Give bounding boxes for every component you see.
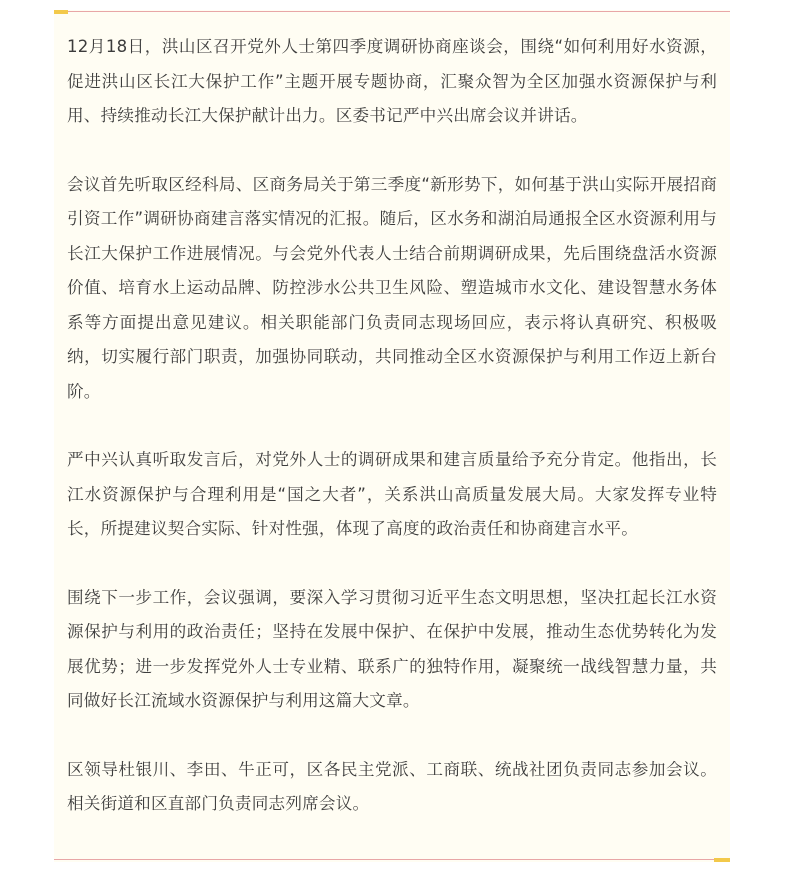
- paragraph-4: 围绕下一步工作，会议强调，要深入学习贯彻习近平生态文明思想，坚决扛起长江水资源保护与利用的政治责任；坚持在发展中保护、在保护中发展，推动生态优势转化为发展优势；进一步发挥党外人士专业精、联系广的独特作用，凝聚统一战线智慧力量，共同做好长江流域水资源保护与利用这篇大文章。: [67, 587, 717, 710]
- bottom-accent-bar: [714, 858, 730, 862]
- paragraph-3: 严中兴认真听取发言后，对党外人士的调研成果和建言质量给予充分肯定。他指出，长江水资源保护与合理利用是“国之大者”，关系洪山高质量发展大局。大家发挥专业特长，所提建议契合实际、针对性强，体现了高度的政治责任和协商建言水平。: [67, 450, 717, 538]
- paragraph-1: 12月18日，洪山区召开党外人士第四季度调研协商座谈会，围绕“如何利用好水资源，促进洪山区长江大保护工作”主题开展专题协商，汇聚众智为全区加强水资源保护与利用、持续推动长江大保护献计出力。区委书记严中兴出席会议并讲话。: [67, 37, 717, 125]
- top-divider: [54, 11, 730, 12]
- bottom-divider: [54, 859, 730, 860]
- top-accent-bar: [54, 10, 68, 14]
- paragraph-2: 会议首先听取区经科局、区商务局关于第三季度“新形势下，如何基于洪山实际开展招商引资工作”调研协商建言落实情况的汇报。随后，区水务和湖泊局通报全区水资源利用与长江大保护工作进展情况。与会党外代表人士结合前期调研成果，先后围绕盘活水资源价值、培育水上运动品牌、防控涉水公共卫生风险、塑造城市水文化、建设智慧水务体系等方面提出意见建议。相关职能部门负责同志现场回应，表示将认真研究、积极吸纳，切实履行部门职责，加强协同联动，共同推动全区水资源保护与利用工作迈上新台阶。: [67, 174, 717, 401]
- paragraph-5: 区领导杜银川、李田、牛正可，区各民主党派、工商联、统战社团负责同志参加会议。相关街道和区直部门负责同志列席会议。: [67, 759, 717, 813]
- article-body: [67, 30, 717, 856]
